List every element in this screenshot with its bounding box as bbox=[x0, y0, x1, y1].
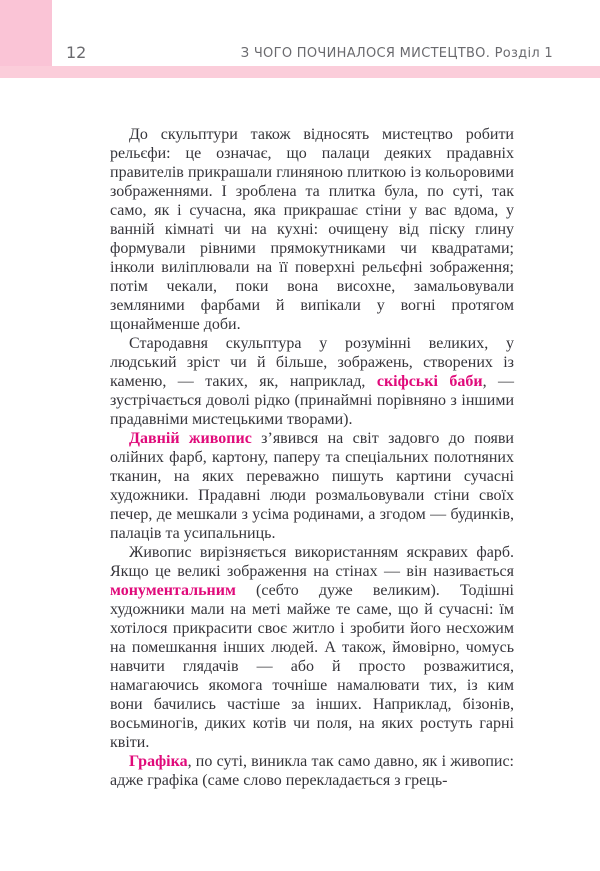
page-number: 12 bbox=[66, 43, 87, 62]
chapter-running-title: З ЧОГО ПОЧИНАЛОСЯ МИСТЕЦТВО. Розділ 1 bbox=[240, 46, 553, 61]
text-segment: з’явився на світ задовго до появи олійних фарб, картону, паперу та спеціальних полотняних тканин, на яких переважно пишуть картини сучасні художники. Прадавні люди розмальовували стіни своїх печер, де мешкали з усіма родинами, а згодом — будинків, палаців та усипальниць. bbox=[110, 430, 514, 542]
text-segment: , — зустрічається доволі рідко (принаймні порівняно з іншими прадавніми мистецькими творами). bbox=[110, 373, 515, 428]
text-segment: (себто дуже великим). Тодішні художники мали на меті майже те саме, що й сучасні: їм хотілося прикрасити своє житло і зробити його несхожим на помешкання інших людей. А також, ймовірно, чомусь навчити глядачів — або й просто розважитися, намагаючись якомога точніше намалювати тих, із ким вони бачились частіше за інших. Наприклад, бізонів, восьминогів, диких котів чи поля, на яких ростуть гарні квіти. bbox=[110, 582, 514, 751]
accent-term: скіфські баби bbox=[376, 373, 483, 390]
paragraph bbox=[110, 125, 514, 334]
accent-term: монументальним bbox=[110, 582, 236, 599]
paragraph bbox=[110, 752, 514, 790]
text-segment: До скульптури також відносять мистецтво робити рельєфи: це означає, що палаци деяких прадавніх правителів прикрашали глиняною плиткою із кольоровими зображеннями. І зроблена та плитка була, по суті, так само, як і сучасна, яка прикрашає стіни у вас вдома, у ванній кімнаті чи на кухні: очищену від піску глину формували рівними прямокутниками чи квадратами; інколи виліплювали на її поверхні рельєфні зображення; потім чекали, поки вона висохне, замальовували земляними фарбами й випікали у вогні протягом щонайменше доби. bbox=[110, 126, 514, 333]
header-band bbox=[0, 66, 600, 78]
text-segment: Стародавня скульптура у розумінні великих, у людський зріст чи й більше, зображень, створених із каменю, — таких, як, наприклад, bbox=[110, 335, 514, 390]
paragraph bbox=[110, 429, 514, 543]
body-text bbox=[110, 125, 514, 790]
text-segment: Живопис вирізняється використанням яскравих фарб. Якщо це великі зображення на стінах — він називається bbox=[110, 544, 514, 580]
text-segment: , по суті, виникла так само давно, як і живопис: адже графіка (саме слово перекладається з грець- bbox=[110, 753, 514, 789]
accent-term: Графіка bbox=[129, 753, 188, 770]
paragraph bbox=[110, 334, 514, 429]
accent-term: Давній живопис bbox=[129, 430, 252, 447]
paragraph bbox=[110, 543, 514, 752]
